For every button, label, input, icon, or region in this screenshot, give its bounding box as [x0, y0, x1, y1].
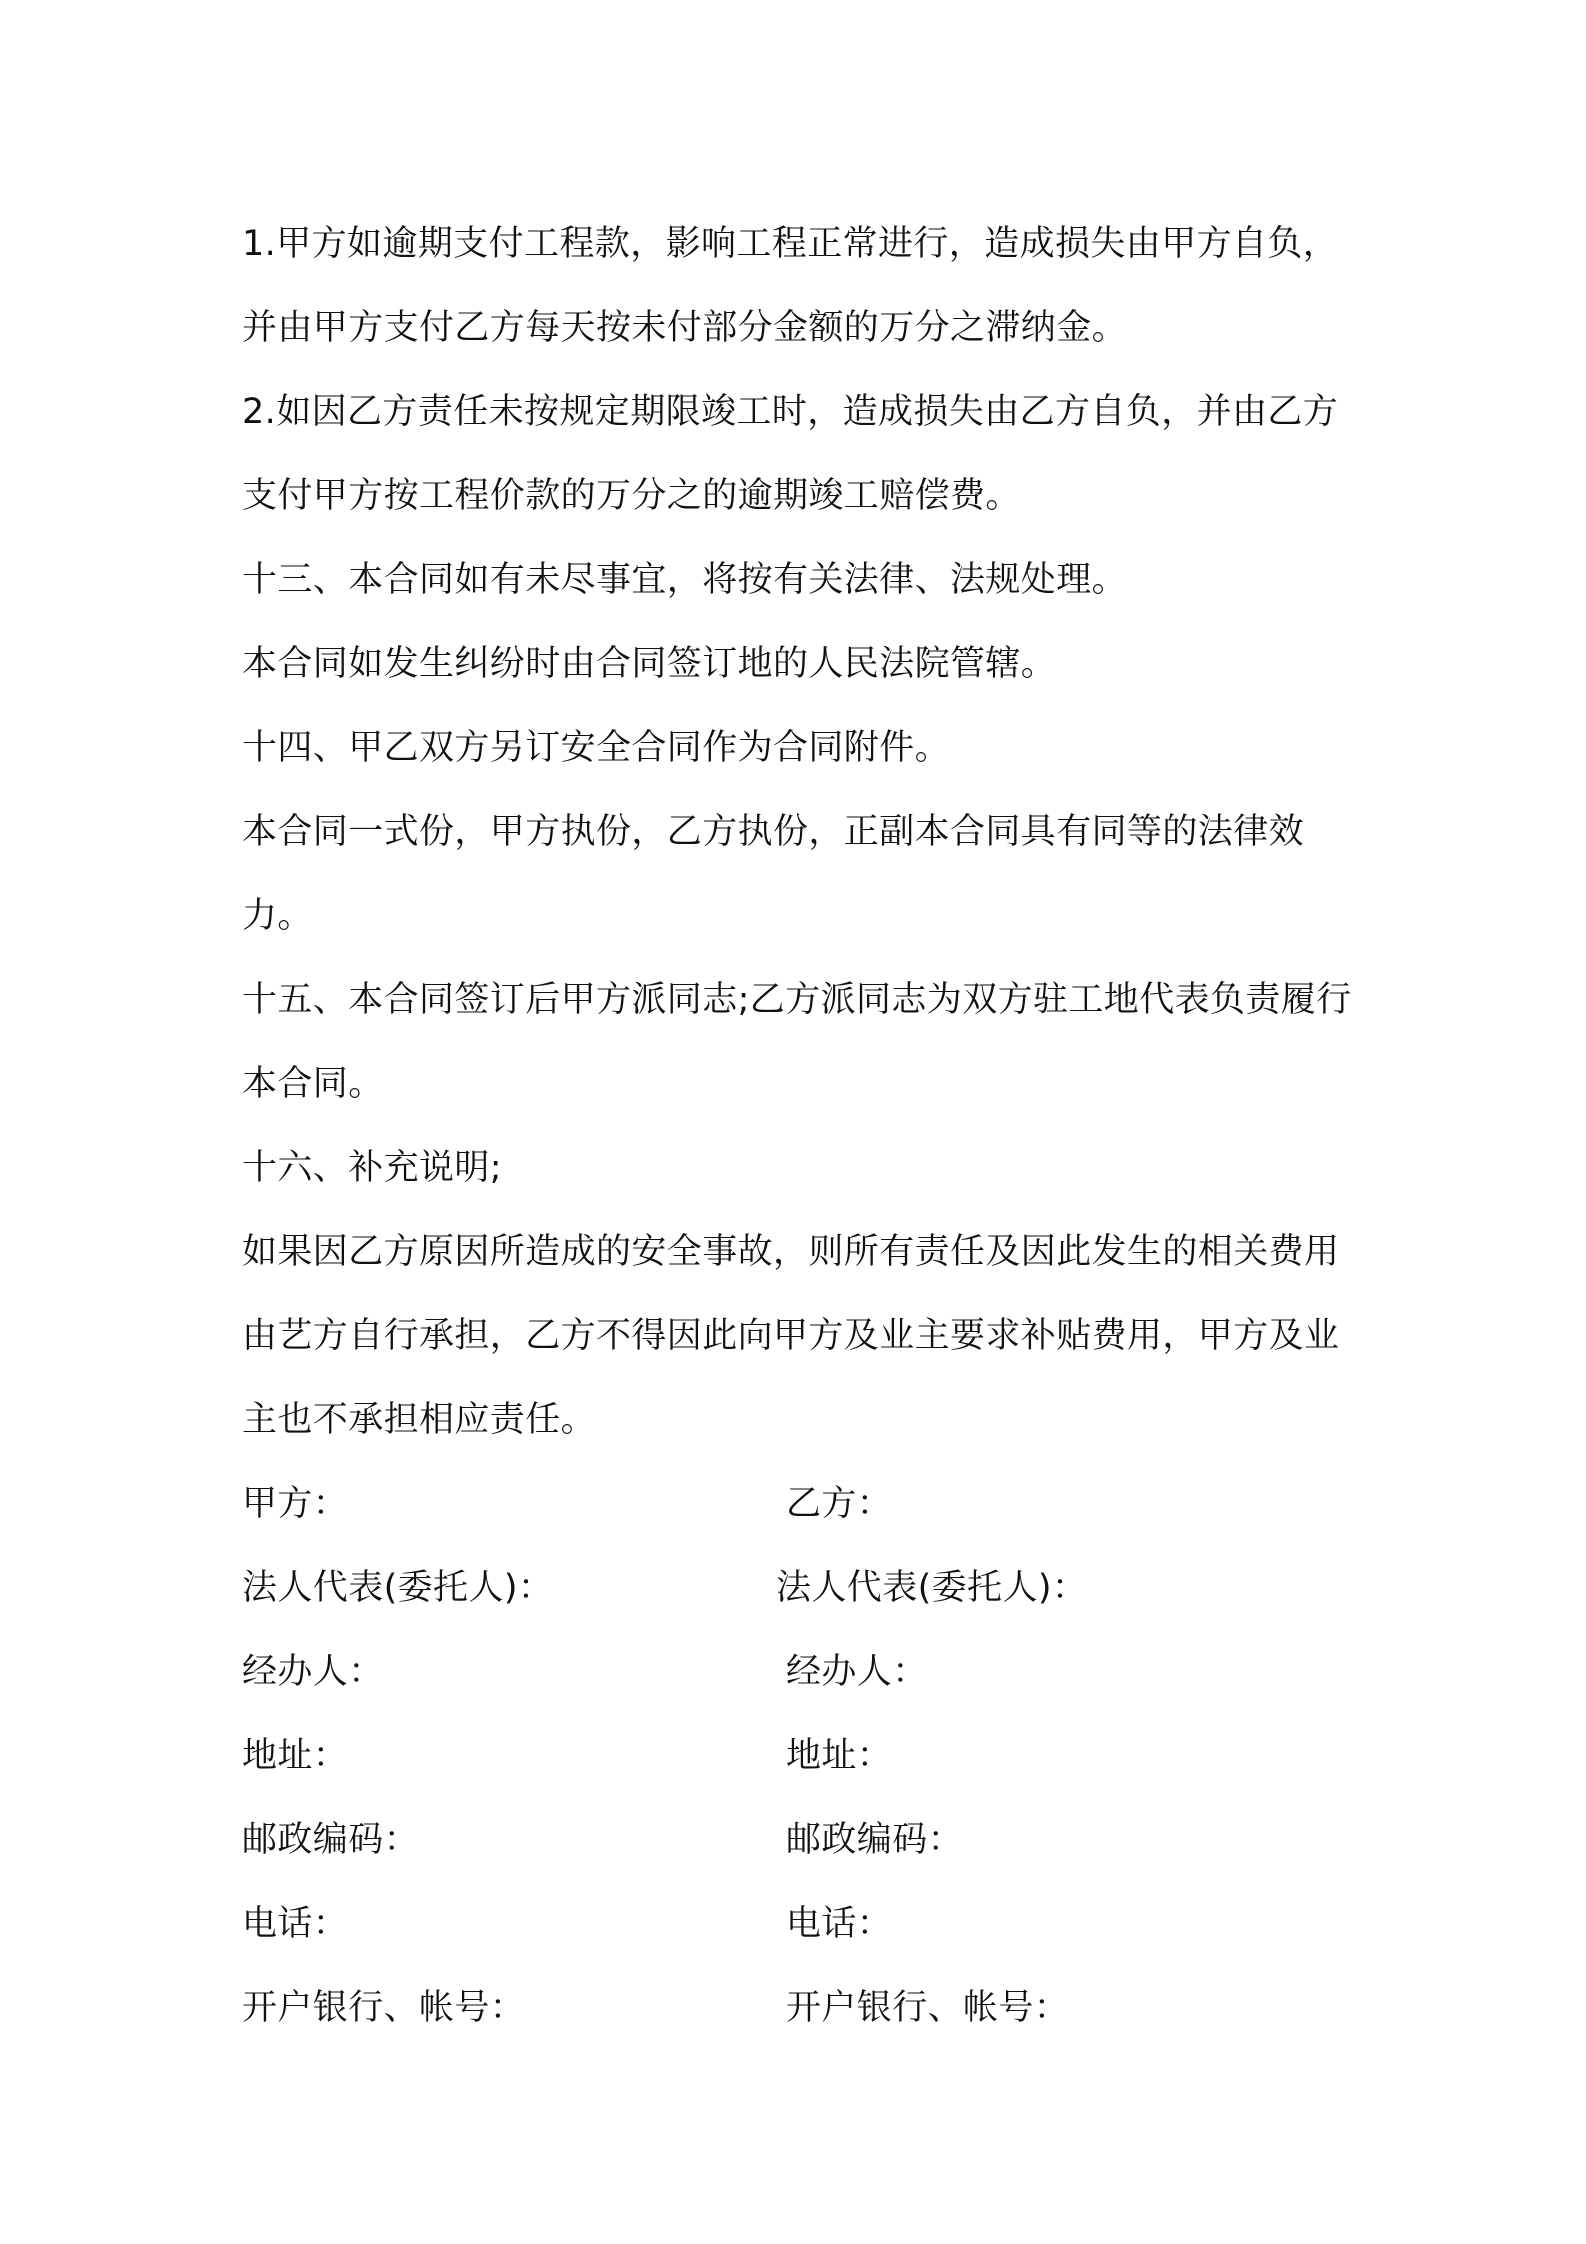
- party-b-handler-label: 经办人：: [786, 1652, 928, 1692]
- party-a-label: 甲方：: [242, 1484, 349, 1524]
- clause-13-jurisdiction: 本合同如发生纠纷时由合同签订地的人民法院管辖。: [242, 644, 1057, 684]
- signature-row-legal-rep: [242, 1546, 1362, 1630]
- party-a-postcode-label: 邮政编码：: [242, 1820, 420, 1860]
- clause-16-safety-liability: 如果因乙方原因所造成的安全事故，则所有责任及因此发生的相关费用由艺方自行承担，乙方不得因此向甲方及业主要求补贴费用，甲方及业主也不承担相应责任。: [242, 1232, 1340, 1440]
- clause-13-title: 十三、本合同如有未尽事宜，将按有关法律、法规处理。: [242, 560, 1128, 600]
- clause-14-copies: 本合同一式份，甲方执份，乙方执份，正副本合同具有同等的法律效力。: [242, 812, 1305, 936]
- clause-late-completion: 2.如因乙方责任未按规定期限竣工时，造成损失由乙方自负，并由乙方支付甲方按工程价款的万分之的逾期竣工赔偿费。: [242, 392, 1339, 516]
- signature-row-handler: [242, 1630, 1362, 1714]
- party-b-address-label: 地址：: [786, 1736, 893, 1776]
- party-a-phone-label: 电话：: [242, 1904, 349, 1944]
- signature-row-phone: [242, 1882, 1362, 1966]
- signature-row-party: [242, 1462, 1362, 1546]
- party-b-phone-label: 电话：: [786, 1904, 893, 1944]
- party-a-legal-rep-label: 法人代表(委托人)：: [242, 1568, 554, 1608]
- signature-row-address: [242, 1714, 1362, 1798]
- party-b-postcode-label: 邮政编码：: [786, 1820, 964, 1860]
- party-a-handler-label: 经办人：: [242, 1652, 384, 1692]
- party-b-legal-rep-label: 法人代表(委托人)：: [776, 1568, 1088, 1608]
- document-body: [242, 202, 1362, 2050]
- signature-row-postcode: [242, 1798, 1362, 1882]
- clause-late-payment: 1.甲方如逾期支付工程款，影响工程正常进行，造成损失由甲方自负，并由甲方支付乙方每天按未付部分金额的万分之滞纳金。: [242, 224, 1339, 348]
- party-a-bank-label: 开户银行、帐号：: [242, 1988, 526, 2028]
- signature-row-bank: [242, 1966, 1362, 2050]
- clause-16-title: 十六、补充说明;: [242, 1148, 502, 1188]
- party-b-label: 乙方：: [786, 1484, 893, 1524]
- signature-block: [242, 1462, 1362, 2050]
- clause-14-title: 十四、甲乙双方另订安全合同作为合同附件。: [242, 728, 951, 768]
- clause-15-representatives: 十五、本合同签订后甲方派同志;乙方派同志为双方驻工地代表负责履行本合同。: [242, 980, 1352, 1104]
- party-a-address-label: 地址：: [242, 1736, 349, 1776]
- party-b-bank-label: 开户银行、帐号：: [786, 1988, 1070, 2028]
